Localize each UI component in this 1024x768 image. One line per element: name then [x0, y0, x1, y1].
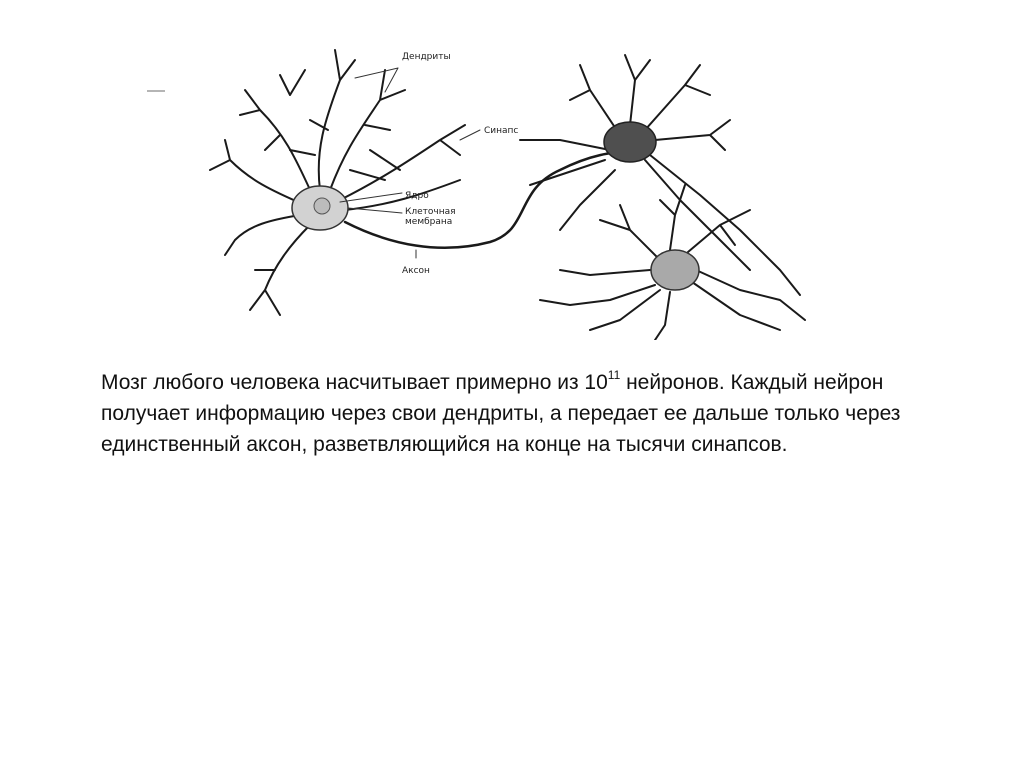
label-synapse: Синапс [484, 126, 519, 136]
description-part2: нейронов. Каждый нейрон получает информацию через свои дендриты, а передает ее дальше только через единственный аксон, разветвляющийся на конце на тысячи синапсов. [101, 371, 901, 456]
label-nucleus: Ядро [405, 191, 429, 201]
left-nucleus [314, 198, 330, 214]
description-part1: Мозг любого человека насчитывает примерно из 10 [101, 371, 608, 394]
label-axon: Аксон [402, 266, 430, 276]
exponent: 11 [607, 368, 621, 382]
diagram-labels [402, 52, 518, 276]
neuron-illustration [140, 30, 820, 340]
lower-right-soma [651, 250, 699, 290]
upper-right-soma [604, 122, 656, 162]
label-dendrites: Дендриты [402, 52, 451, 62]
neuron-diagram [140, 30, 820, 340]
axon-path [345, 150, 640, 248]
label-membrane-line1: Клеточная [405, 207, 456, 217]
description-text [101, 367, 951, 460]
label-membrane-line2: мембрана [405, 217, 453, 227]
